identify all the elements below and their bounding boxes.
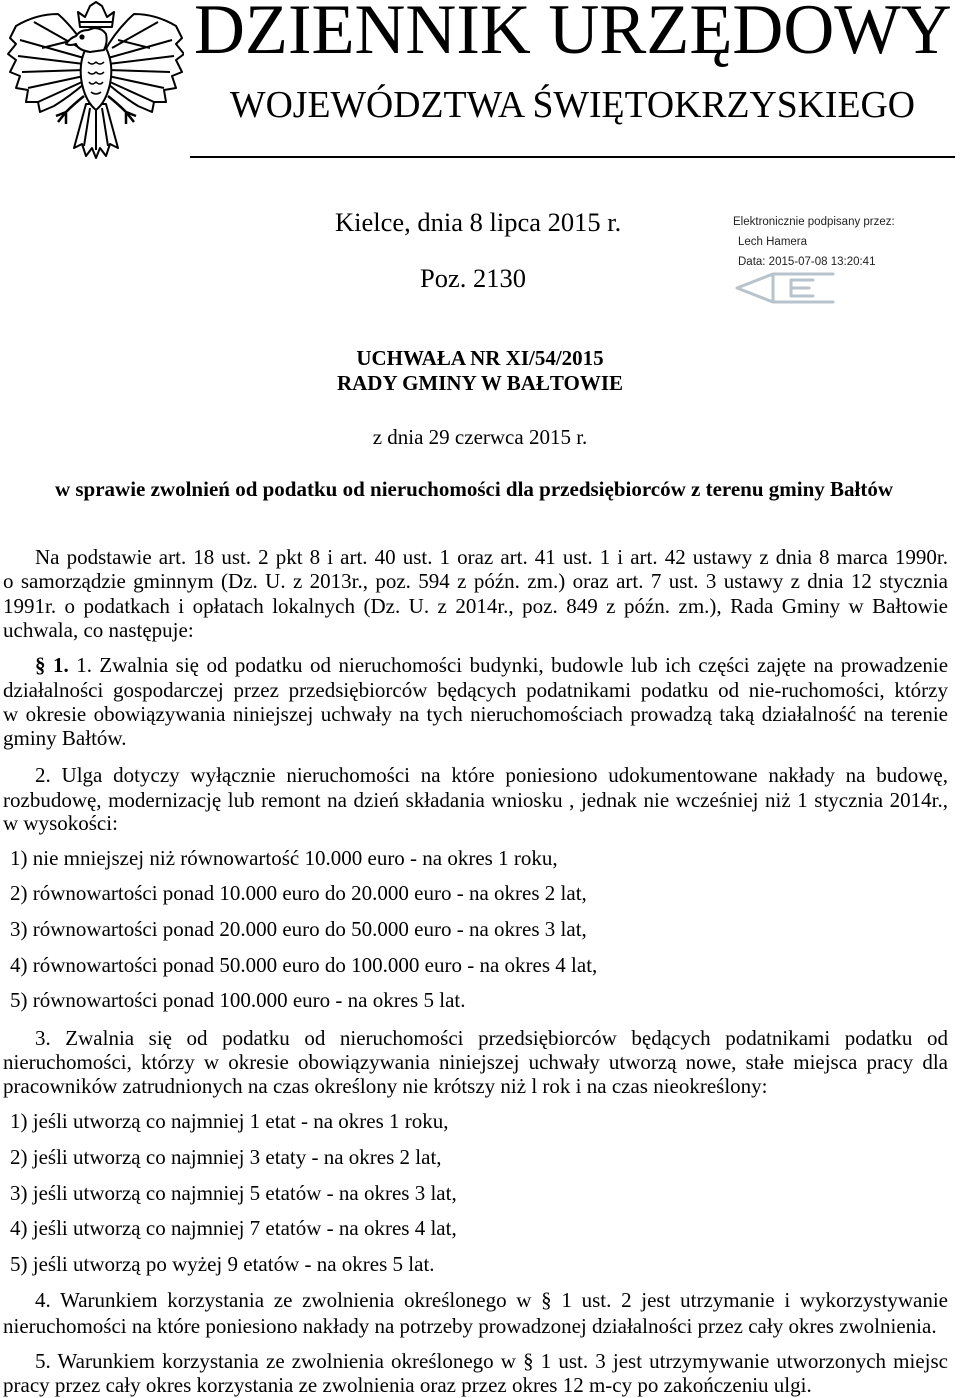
- list-item: 5) równowartości ponad 100.000 euro - na okres 5 lat.: [10, 988, 466, 1012]
- list-item: 2) jeśli utworzą co najmniej 3 etaty - na okres 2 lat,: [10, 1145, 442, 1169]
- paragraph-line: 4. Warunkiem korzystania ze zwolnienia określonego w § 1 ust. 2 jest utrzymanie i wykorzystywanie: [35, 1288, 948, 1312]
- polish-eagle-emblem-icon: [4, 0, 184, 160]
- paragraph-line: 2. Ulga dotyczy wyłącznie nieruchomości na które poniesiono udokumentowane nakłady na budowę,: [35, 763, 948, 787]
- paragraph-line: nieruchomości na które poniesiono nakłady na potrzeby prowadzonej działalności przez cały okres zwolnienia.: [3, 1314, 937, 1338]
- list-item: 2) równowartości ponad 10.000 euro do 20.000 euro - na okres 2 lat,: [10, 881, 587, 905]
- paragraph-line: w wysokości:: [3, 811, 118, 835]
- list-item: 4) równowartości ponad 50.000 euro do 100.000 euro - na okres 4 lat,: [10, 953, 598, 977]
- list-item: 4) jeśli utworzą co najmniej 7 etatów - na okres 4 lat,: [10, 1216, 457, 1240]
- preamble-line: Na podstawie art. 18 ust. 2 pkt 8 i art. 40 ust. 1 oraz art. 41 ust. 1 i art. 42 ustawy z dnia 8 marca 1990r.: [35, 545, 948, 569]
- position-number: Poz. 2130: [420, 263, 526, 293]
- paragraph-line: [35, 653, 948, 677]
- list-item: 1) nie mniejszej niż równowartość 10.000 euro - na okres 1 roku,: [10, 846, 558, 870]
- paragraph-line: gminy Bałtów.: [3, 726, 127, 750]
- signature-date: Data: 2015-07-08 13:20:41: [738, 256, 876, 268]
- signature-signer: Lech Hamera: [738, 236, 808, 248]
- right-wing: [104, 14, 184, 124]
- place-date: Kielce, dnia 8 lipca 2015 r.: [335, 207, 622, 237]
- paragraph-line: pracowników zatrudnionych na czas określony nie krótszy niż l rok i na czas nieokreślony:: [3, 1074, 768, 1098]
- section-marker: § 1.: [35, 653, 69, 677]
- list-item: 3) równowartości ponad 20.000 euro do 50.000 euro - na okres 3 lat,: [10, 917, 587, 941]
- paragraph-line: w okresie obowiązywania niniejszej uchwały na tych nieruchomościach prowadzą taką działalność na terenie: [3, 702, 948, 726]
- preamble-line: o samorządzie gminnym (Dz. U. z 2013r., poz. 594 z późn. zm.) oraz art. 7 ust. 3 ustawy z dnia 12 stycznia: [3, 569, 948, 593]
- resolution-title: UCHWAŁA NR XI/54/2015: [356, 346, 604, 370]
- e-signature-stamp-icon: [733, 270, 843, 306]
- resolution-issuer: RADY GMINY W BAŁTOWIE: [336, 371, 624, 395]
- paragraph-line: rozbudowę, modernizację lub remont na dzień składania wniosku , jednak nie wcześniej niż 1 stycznia 2014r.,: [3, 788, 948, 812]
- preamble-line: uchwala, co następuje:: [3, 618, 194, 642]
- list-item: 1) jeśli utworzą co najmniej 1 etat - na okres 1 roku,: [10, 1109, 449, 1133]
- journal-title: DZIENNIK URZĘDOWY: [194, 0, 952, 69]
- journal-subtitle: WOJEWÓDZTWA ŚWIĘTOKRZYSKIEGO: [230, 84, 915, 126]
- paragraph-line: 5. Warunkiem korzystania ze zwolnienia określonego w § 1 ust. 3 jest utrzymywanie utworzonych miejsc: [35, 1349, 948, 1373]
- signature-label: Elektronicznie podpisany przez:: [733, 216, 895, 228]
- paragraph-line: nieruchomości, którzy w okresie obowiązywania niniejszej uchwały utworzą nowe, stałe miejsca pracy dla: [3, 1050, 948, 1074]
- paragraph-line: pracy przez cały okres korzystania ze zwolnienia oraz przez okres 12 m-cy po zakończeniu ulgi.: [3, 1373, 812, 1397]
- paragraph-line: 3. Zwalnia się od podatku od nieruchomości przedsiębiorców będących podatnikami podatku od: [35, 1026, 948, 1050]
- paragraph-text: 1. Zwalnia się od podatku od nieruchomości budynki, budowle lub ich części zajęte na prowadzenie: [76, 653, 949, 677]
- paragraph-line: działalności gospodarczej przez przedsiębiorców będących podatnikami podatku od nie-ruchomości, którzy: [3, 678, 948, 702]
- preamble-line: 1991r. o podatkach i opłatach lokalnych (Dz. U. z 2014r., poz. 849 z późn. zm.), Rada Gminy w Bałtowie: [3, 594, 948, 618]
- header-divider: [190, 156, 955, 158]
- resolution-date: z dnia 29 czerwca 2015 r.: [372, 425, 588, 449]
- list-item: 5) jeśli utworzą po wyżej 9 etatów - na okres 5 lat.: [10, 1252, 435, 1276]
- left-wing: [8, 14, 88, 124]
- list-item: 3) jeśli utworzą co najmniej 5 etatów - na okres 3 lat,: [10, 1181, 457, 1205]
- resolution-subject: w sprawie zwolnień od podatku od nieruchomości dla przedsiębiorców z terenu gminy Bałtów: [54, 477, 894, 501]
